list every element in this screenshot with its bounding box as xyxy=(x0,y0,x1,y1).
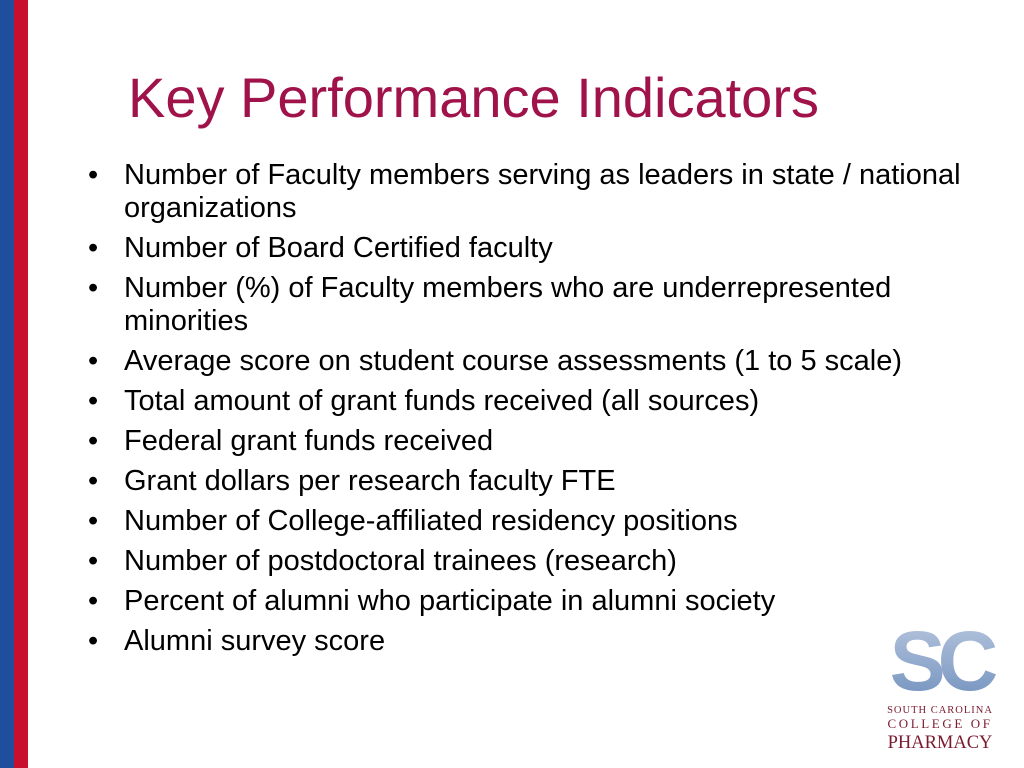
left-blue-stripe xyxy=(0,0,14,768)
indicator-list xyxy=(88,159,988,665)
list-item xyxy=(88,232,988,265)
list-item xyxy=(88,505,988,538)
list-item-text: Number of College-affiliated residency positions xyxy=(124,505,738,537)
list-item-text: Percent of alumni who participate in alumni society xyxy=(124,585,776,617)
left-red-stripe xyxy=(14,0,28,768)
list-item xyxy=(88,625,988,658)
bullet-icon: • xyxy=(88,232,99,264)
list-item-text: Number of postdoctoral trainees (research) xyxy=(124,545,677,577)
logo-line-pharmacy: PHARMACY xyxy=(887,733,993,752)
list-item xyxy=(88,385,988,418)
college-logo xyxy=(878,626,1002,752)
bullet-icon: • xyxy=(88,585,99,617)
bullet-icon: • xyxy=(88,425,99,457)
list-item-text: Total amount of grant funds received (all sources) xyxy=(124,385,760,417)
bullet-icon: • xyxy=(88,625,99,657)
bullet-icon: • xyxy=(88,545,99,577)
logo-monogram: SC xyxy=(889,626,991,708)
logo-line-college: COLLEGE OF xyxy=(887,716,993,731)
list-item xyxy=(88,465,988,498)
list-item-text: Number (%) of Faculty members who are underrepresented minorities xyxy=(124,272,892,337)
logo-line-state: SOUTH CAROLINA xyxy=(887,705,993,716)
bullet-icon: • xyxy=(88,159,99,191)
bullet-icon: • xyxy=(88,272,99,304)
slide-title: Key Performance Indicators xyxy=(128,66,819,129)
list-item xyxy=(88,272,988,338)
list-item xyxy=(88,585,988,618)
list-item-text: Alumni survey score xyxy=(124,625,386,657)
bullet-icon: • xyxy=(88,345,99,377)
list-item-text: Federal grant funds received xyxy=(124,425,494,457)
list-item-text: Grant dollars per research faculty FTE xyxy=(124,465,616,497)
bullet-icon: • xyxy=(88,505,99,537)
list-item xyxy=(88,159,988,225)
list-item xyxy=(88,425,988,458)
list-item-text: Number of Board Certified faculty xyxy=(124,232,553,264)
list-item-text: Average score on student course assessments (1 to 5 scale) xyxy=(124,345,903,377)
bullet-icon: • xyxy=(88,465,99,497)
bullet-icon: • xyxy=(88,385,99,417)
list-item xyxy=(88,345,988,378)
list-item-text: Number of Faculty members serving as leaders in state / national organizations xyxy=(124,159,961,224)
list-item xyxy=(88,545,988,578)
